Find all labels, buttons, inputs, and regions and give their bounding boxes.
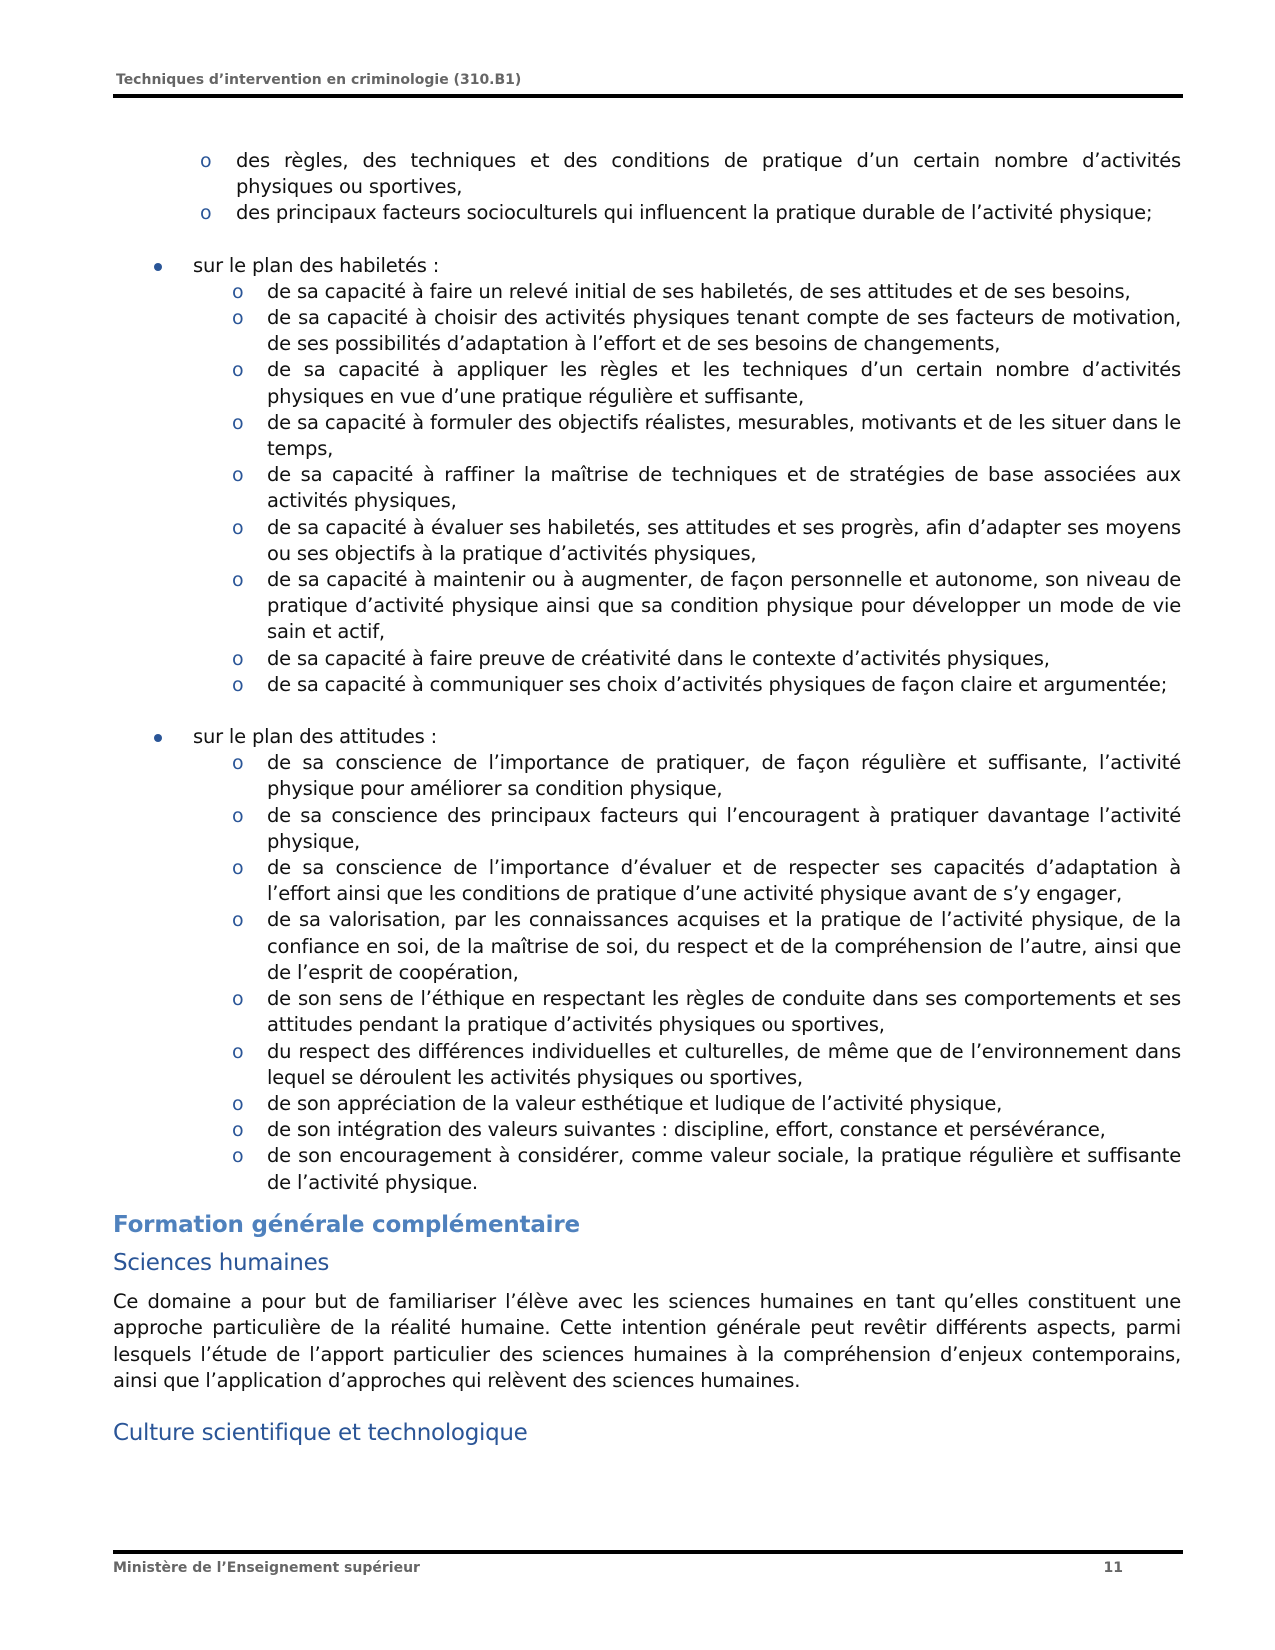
circle-marker-icon: o xyxy=(200,150,212,172)
spacer xyxy=(113,227,1181,253)
document-title: Techniques d’intervention en criminologie (310.B1) xyxy=(116,72,522,88)
section-item-attitudes xyxy=(113,724,1181,750)
list-item xyxy=(113,1117,1181,1143)
list-item xyxy=(113,279,1181,305)
circle-marker-icon: o xyxy=(232,411,244,434)
bullet-icon xyxy=(154,734,162,742)
list-item xyxy=(113,803,1181,855)
paragraph-sciences-humaines: Ce domaine a pour but de familiariser l’élève avec les sciences humaines en tant qu’elles constituent une approche particulière de la réalité humaine. Cette intention générale peut revêtir différents aspects, parmi lesquels l’étude de l’apport particulier des sciences humaines à la compréhension d’enjeux contemporains, ainsi que l’application d’approches qui relèvent des sciences humaines. xyxy=(113,1290,1181,1392)
skills-section xyxy=(113,253,1181,279)
circle-marker-icon: o xyxy=(232,909,244,932)
list-item-text: de sa valorisation, par les connaissances acquises et la pratique de l’activité physique, de la confiance en soi, de la maîtrise de soi, du respect et de la compréhension de l’autre, ainsi que de l’esprit de coopération, xyxy=(267,908,1181,984)
section-item-habiletes xyxy=(113,253,1181,279)
list-item-text: de son encouragement à considérer, comme valeur sociale, la pratique régulière et suffisante de l’activité physique. xyxy=(267,1144,1181,1194)
list-item xyxy=(113,907,1181,986)
list-item xyxy=(113,986,1181,1038)
circle-marker-icon: o xyxy=(232,673,244,696)
page-content xyxy=(113,148,1181,1446)
list-item xyxy=(113,646,1181,672)
list-item-text: de sa capacité à formuler des objectifs réalistes, mesurables, motivants et de les situer dans le temps, xyxy=(267,410,1181,461)
circle-marker-icon: o xyxy=(232,1092,244,1115)
circle-marker-icon: o xyxy=(232,307,244,330)
list-item-text: de sa capacité à appliquer les règles et les techniques d’un certain nombre d’activités physiques en vue d’une pratique régulière et suffisante, xyxy=(267,358,1181,408)
list-item-text: de sa capacité à maintenir ou à augmenter, de façon personnelle et autonome, son niveau de pratique d’activité physique ainsi que sa condition physique pour développer un mode de vie sain et actif, xyxy=(267,568,1181,644)
list-item-text: de son sens de l’éthique en respectant les règles de conduite dans ses comportements et ses attitudes pendant la pratique d’activités physiques ou sportives, xyxy=(267,987,1181,1037)
list-item-text: de sa capacité à choisir des activités physiques tenant compte de ses facteurs de motivation, de ses possibilités d’adaptation à l’effort et de ses besoins de changements, xyxy=(267,306,1181,356)
circle-marker-icon: o xyxy=(232,569,244,592)
circle-marker-icon: o xyxy=(232,516,244,539)
attitudes-section xyxy=(113,724,1181,750)
circle-marker-icon: o xyxy=(232,280,244,303)
list-item xyxy=(113,515,1181,567)
skills-sublist xyxy=(113,279,1181,698)
circle-marker-icon: o xyxy=(232,804,244,827)
circle-marker-icon: o xyxy=(232,464,244,487)
circle-marker-icon: o xyxy=(232,647,244,670)
footer-publisher: Ministère de l’Enseignement supérieur xyxy=(113,1560,420,1576)
circle-marker-icon: o xyxy=(232,752,244,775)
list-item-text: de sa capacité à faire un relevé initial de ses habiletés, de ses attitudes et de ses besoins, xyxy=(267,279,1131,303)
list-item-text: de sa conscience des principaux facteurs qui l’encouragent à pratiquer davantage l’activité physique, xyxy=(267,803,1181,853)
attitudes-sublist xyxy=(113,750,1181,1195)
list-item xyxy=(113,200,1181,226)
heading-culture-scientifique: Culture scientifique et technologique xyxy=(113,1419,528,1446)
list-item xyxy=(113,1091,1181,1117)
heading-sciences-humaines: Sciences humaines xyxy=(113,1249,330,1276)
bullet-icon xyxy=(154,263,162,271)
list-item xyxy=(113,305,1181,357)
heading-formation-generale: Formation générale complémentaire xyxy=(113,1211,580,1238)
list-item-text: de son intégration des valeurs suivantes : discipline, effort, constance et persévérance, xyxy=(267,1118,1106,1142)
list-item-text: de sa capacité à raffiner la maîtrise de techniques et de stratégies de base associées aux activités physiques, xyxy=(267,463,1181,513)
page-footer xyxy=(113,1550,1183,1576)
list-item-text: de sa capacité à évaluer ses habiletés, ses attitudes et ses progrès, afin d’adapter ses moyens ou ses objectifs à la pratique d’activités physiques, xyxy=(267,515,1181,565)
list-item xyxy=(113,1143,1181,1195)
top-sublist xyxy=(113,148,1181,227)
list-item xyxy=(113,1039,1181,1091)
circle-marker-icon: o xyxy=(232,988,244,1011)
list-item-text: de sa conscience de l’importance de pratiquer, de façon régulière et suffisante, l’activité physique pour améliorer sa condition physique, xyxy=(267,751,1181,801)
list-item-text: de sa capacité à communiquer ses choix d’activités physiques de façon claire et argumentée; xyxy=(267,672,1168,696)
list-item xyxy=(113,148,1181,200)
list-item-text: de sa conscience de l’importance d’évaluer et de respecter ses capacités d’adaptation à l’effort ainsi que les conditions de pratique d’une activité physique avant de s’y engager, xyxy=(267,856,1181,906)
list-item-text: des règles, des techniques et des conditions de pratique d’un certain nombre d’activités physiques ou sportives, xyxy=(236,149,1181,199)
header-rule xyxy=(113,94,1183,98)
list-item xyxy=(113,567,1181,646)
circle-marker-icon: o xyxy=(232,1119,244,1142)
circle-marker-icon: o xyxy=(232,1145,244,1168)
spacer xyxy=(113,698,1181,724)
list-item-text: de son appréciation de la valeur esthétique et ludique de l’activité physique, xyxy=(267,1091,1003,1115)
list-item-text: du respect des différences individuelles et culturelles, de même que de l’environnement dans lequel se déroulent les activités physiques ou sportives, xyxy=(267,1039,1181,1089)
list-item xyxy=(113,357,1181,409)
list-item xyxy=(113,855,1181,907)
list-item-text: des principaux facteurs socioculturels qui influencent la pratique durable de l’activité physique; xyxy=(236,201,1153,225)
section-label: sur le plan des habiletés : xyxy=(193,253,440,277)
circle-marker-icon: o xyxy=(200,202,212,225)
page-number: 11 xyxy=(1103,1560,1123,1576)
list-item xyxy=(113,672,1181,698)
list-item xyxy=(113,750,1181,802)
section-label: sur le plan des attitudes : xyxy=(193,725,437,749)
circle-marker-icon: o xyxy=(232,857,244,880)
footer-rule xyxy=(113,1550,1183,1554)
circle-marker-icon: o xyxy=(232,359,244,382)
page-header xyxy=(113,72,1183,98)
list-item-text: de sa capacité à faire preuve de créativité dans le contexte d’activités physiques, xyxy=(267,646,1050,670)
list-item xyxy=(113,462,1181,514)
circle-marker-icon: o xyxy=(232,1040,244,1063)
list-item xyxy=(113,410,1181,462)
